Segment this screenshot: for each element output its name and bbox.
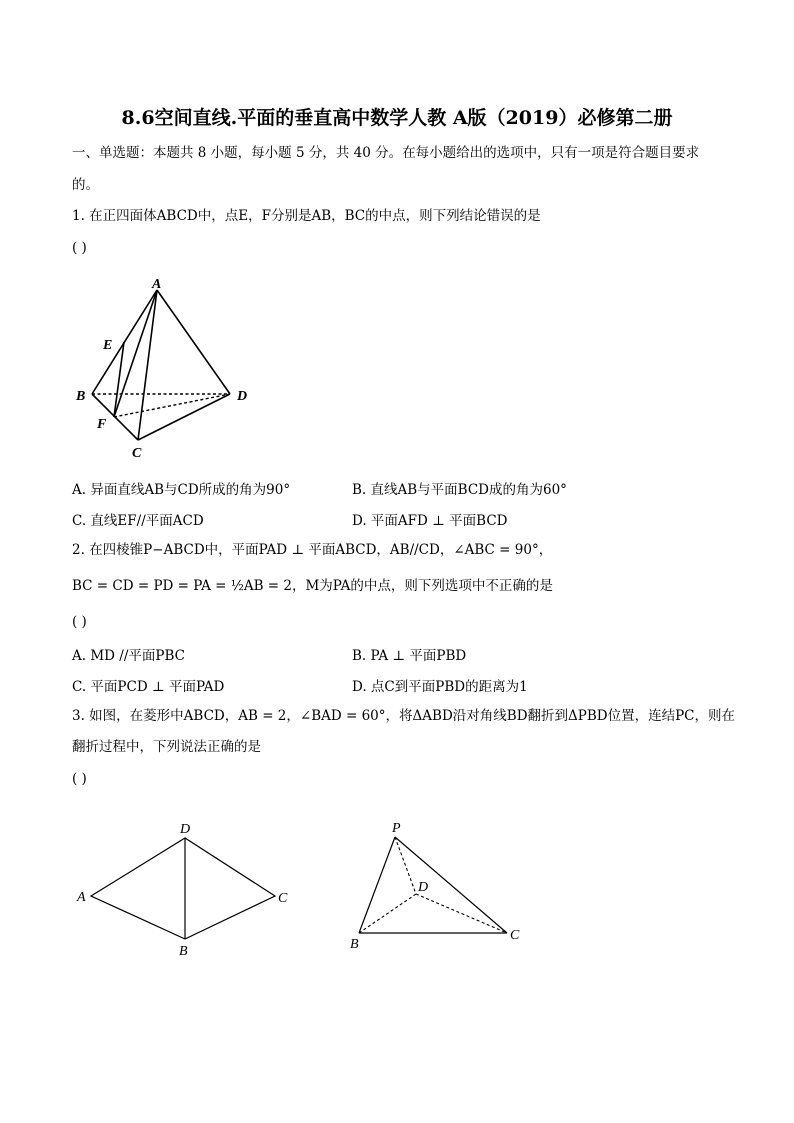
edge-AF — [114, 290, 157, 417]
label-A: A — [77, 890, 86, 905]
q2-option-b[interactable]: B. PA ⊥ 平面PBD — [352, 648, 467, 664]
edge-AC — [138, 290, 157, 440]
section-instruction-line2: 的。 — [72, 177, 99, 193]
q3-folded-figure — [340, 815, 540, 965]
label-B: B — [350, 937, 359, 952]
q3-stem-line1: 3. 如图，在菱形中ABCD，AB = 2，∠BAD = 60°，将ΔABD沿对角线BD翻折到ΔPBD位置，连结PC，则在 — [72, 708, 736, 724]
label-D: D — [237, 389, 248, 404]
q2-stem-line1: 2. 在四棱锥P−ABCD中，平面PAD ⊥ 平面ABCD，AB//CD，∠ABC = 90°， — [72, 542, 553, 558]
label-F: F — [97, 417, 107, 432]
q1-option-d[interactable]: D. 平面AFD ⊥ 平面BCD — [352, 513, 508, 529]
edge-CD — [138, 394, 230, 440]
label-E: E — [103, 338, 113, 353]
label-C: C — [278, 891, 288, 906]
edge-PC — [395, 837, 507, 933]
q1-stem: 1. 在正四面体ABCD中，点E，F分别是AB，BC的中点，则下列结论错误的是 — [72, 208, 541, 224]
edge-DC-hidden — [416, 894, 507, 933]
q1-option-b[interactable]: B. 直线AB与平面BCD成的角为60° — [352, 482, 567, 498]
q1-option-a[interactable]: A. 异面直线AB与CD所成的角为90° — [72, 482, 291, 498]
label-D: D — [418, 880, 429, 895]
q1-tetrahedron-figure — [70, 272, 270, 464]
label-D: D — [180, 822, 191, 837]
q1-paren: ( ) — [72, 240, 87, 256]
q2-paren: ( ) — [72, 614, 87, 630]
q2-option-c[interactable]: C. 平面PCD ⊥ 平面PAD — [72, 679, 225, 695]
page-title: 8.6空间直线.平面的垂直高中数学人教 A版（2019）必修第二册 — [121, 107, 673, 129]
q3-paren: ( ) — [72, 771, 87, 787]
label-C: C — [510, 928, 520, 943]
label-P: P — [392, 821, 401, 836]
edge-EF — [114, 342, 124, 417]
label-C: C — [132, 446, 142, 461]
q3-rhombus-figure — [70, 815, 300, 965]
edge-FD-hidden — [114, 394, 230, 417]
q1-option-c[interactable]: C. 直线EF//平面ACD — [72, 513, 204, 529]
edge-AD — [157, 290, 230, 394]
q2-option-a[interactable]: A. MD //平面PBC — [72, 648, 185, 664]
label-B: B — [179, 944, 188, 959]
q2-option-d[interactable]: D. 点C到平面PBD的距离为1 — [352, 679, 528, 695]
edge-AB — [92, 290, 157, 394]
q3-stem-line2: 翻折过程中，下列说法正确的是 — [72, 739, 261, 755]
label-A: A — [152, 277, 162, 292]
label-B: B — [76, 389, 86, 404]
q2-stem-line2: BC = CD = PD = PA = ½AB = 2，M为PA的中点，则下列选项中不正确的是 — [72, 578, 553, 594]
section-instruction-line1: 一、单选题：本题共 8 小题，每小题 5 分，共 40 分。在每小题给出的选项中，只有一项是符合题目要求 — [72, 145, 700, 161]
edge-PB — [359, 837, 395, 933]
rhombus-ABCD — [91, 838, 275, 939]
edge-BD-hidden — [359, 894, 416, 933]
